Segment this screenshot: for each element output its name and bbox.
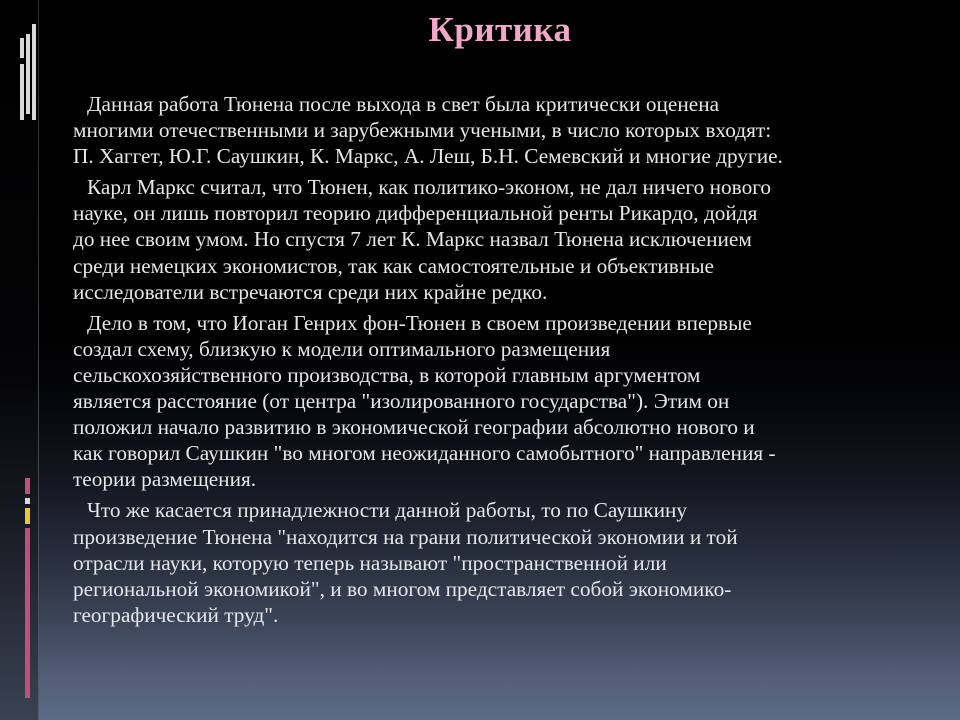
paragraph-4 xyxy=(73,497,953,627)
decor-bars-accent-icon xyxy=(25,478,37,698)
text-line: Карл Маркс считал, что Тюнен, как политико-эконом, не дал ничего нового xyxy=(87,175,772,200)
text-line: создал схему, близкую к модели оптимального размещения xyxy=(73,336,611,361)
text-line: до нее своим умом. Но спустя 7 лет К. Маркс назвал Тюнена исключением xyxy=(73,227,752,252)
text-line: науке, он лишь повторил теорию дифференциальной ренты Рикардо, дойдя xyxy=(73,201,758,226)
text-line: положил начало развитию в экономической географии абсолютно нового и xyxy=(73,415,755,440)
paragraph-3 xyxy=(73,310,953,493)
text-line: отрасли науки, которую теперь называют "пространственной или xyxy=(73,550,667,575)
text-line: П. Хаггет, Ю.Г. Саушкин, К. Маркс, А. Леш, Б.Н. Семевский и многие другие. xyxy=(73,144,783,169)
text-line: Данная работа Тюнена после выхода в свет была критически оценена xyxy=(87,92,720,116)
text-line: теории размещения. xyxy=(73,467,257,492)
text-line: произведение Тюнена "находится на грани политической экономии и той xyxy=(73,524,738,549)
text-line: географический труд". xyxy=(73,602,279,627)
slide-body xyxy=(73,91,953,633)
text-line: исследователи встречаются среди них крайне редко. xyxy=(73,279,548,304)
text-line: сельскохозяйственного производства, в которой главным аргументом xyxy=(73,362,701,387)
text-line: как говорил Саушкин "во многом неожиданного самобытного" направления - xyxy=(73,441,776,466)
slide-title: Критика xyxy=(428,10,572,49)
left-decor-panel xyxy=(0,0,38,720)
text-line: Что же касается принадлежности данной работы, то по Саушкину xyxy=(87,498,688,523)
text-line: многими отечественными и зарубежными учеными, в число которых входят: xyxy=(73,118,772,143)
paragraph-2 xyxy=(73,174,953,304)
text-line: Дело в том, что Иоган Генрих фон-Тюнен в своем произведении впервые xyxy=(87,310,752,335)
text-line: региональной экономикой", и во многом представляет собой экономико- xyxy=(73,576,732,601)
paragraph-1 xyxy=(73,91,953,169)
text-line: среди немецких экономистов, так как самостоятельные и объективные xyxy=(73,253,715,278)
text-line: является расстояние (от центра "изолированного государства"). Этим он xyxy=(73,389,730,414)
